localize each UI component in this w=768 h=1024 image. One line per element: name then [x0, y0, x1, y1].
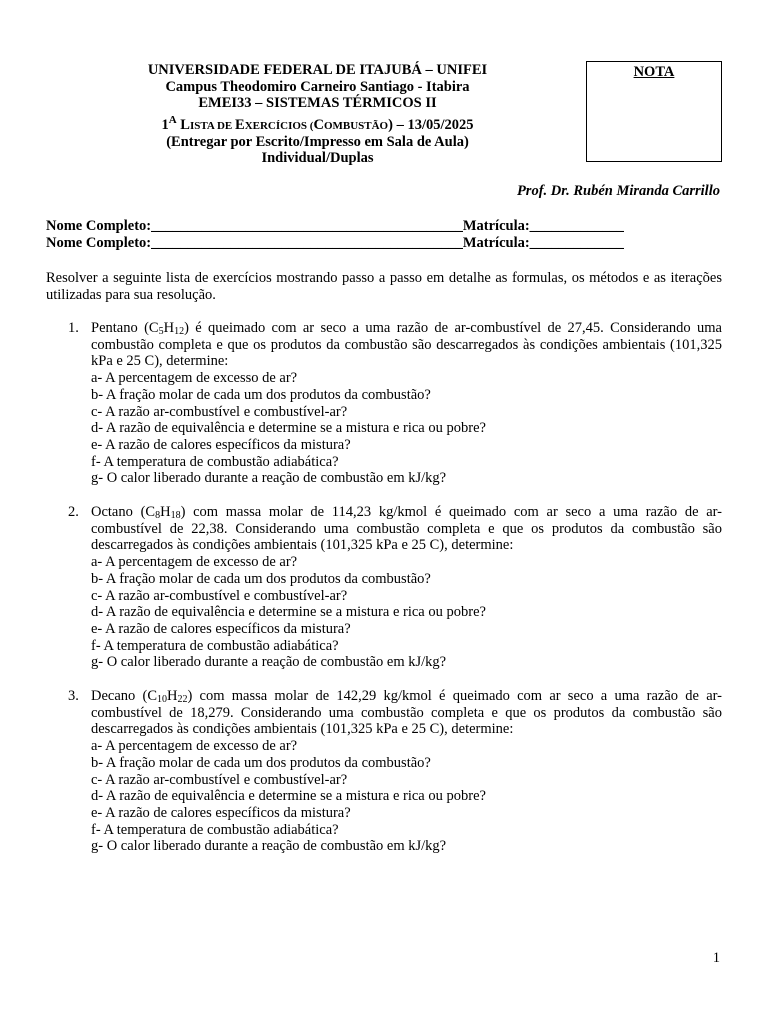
- exercise-number: 3.: [68, 688, 79, 705]
- professor-name: Prof. Dr. Rubén Miranda Carrillo: [516, 183, 720, 199]
- exercise-item: e- A razão de calores específicos da mistura?: [91, 620, 351, 637]
- work-mode: Individual/Duplas: [261, 150, 374, 167]
- exercise-item: e- A razão de calores específicos da mistura?: [91, 804, 351, 821]
- name-line-2: Nome Completo:___________________________________________Matrícula:_____________: [46, 234, 624, 251]
- exercise-item: f- A temperatura de combustão adiabática?: [91, 821, 339, 838]
- delivery-note: (Entregar por Escrito/Impresso em Sala de Aula): [166, 133, 469, 150]
- exercise-item: d- A razão de equivalência e determine se a mistura e rica ou pobre?: [91, 420, 486, 437]
- exercise-item: d- A razão de equivalência e determine se a mistura e rica ou pobre?: [91, 604, 486, 621]
- exercise-item: c- A razão ar-combustível e combustível-ar?: [91, 587, 348, 604]
- exercise-item: b- A fração molar de cada um dos produtos da combustão?: [91, 386, 431, 403]
- exercise-1: [46, 320, 722, 487]
- instructions: Resolver a seguinte lista de exercícios mostrando passo a passo em detalhe as formulas, os métodos e as iterações utilizadas para sua resolução.: [46, 270, 722, 303]
- exercise-list: [46, 320, 722, 872]
- exercise-number: 1.: [68, 320, 79, 336]
- exercise-item: b- A fração molar de cada um dos produtos da combustão?: [91, 570, 431, 587]
- campus-name: Campus Theodomiro Carneiro Santiago - Itabira: [165, 78, 470, 95]
- document-header: [110, 62, 525, 167]
- university-name: UNIVERSIDADE FEDERAL DE ITAJUBÁ – UNIFEI: [147, 62, 488, 78]
- grade-label: NOTA: [633, 64, 675, 80]
- exercise-item: f- A temperatura de combustão adiabática?: [91, 453, 339, 470]
- exercise-item: a- A percentagem de excesso de ar?: [91, 370, 298, 387]
- exercise-item: g- O calor liberado durante a reação de combustão em kJ/kg?: [91, 654, 447, 671]
- exercise-item: f- A temperatura de combustão adiabática?: [91, 637, 339, 654]
- exercise-statement: Octano $(C_8H_{18})$ com massa molar de 114,23 kg/kmol é queimado com ar seco a uma razão de ar-combustível de 22,38. Considerando uma combustão completa e que os produtos da combustão são descarregados às condições ambientais (101,325 kPa e 25 C), determine:: [91, 504, 723, 554]
- name-fields: [46, 218, 624, 251]
- grade-box: [586, 61, 722, 162]
- course-title: EMEI33 – SISTEMAS TÉRMICOS II: [198, 95, 437, 111]
- exercise-item: c- A razão ar-combustível e combustível-ar?: [91, 403, 348, 420]
- exercise-item: d- A razão de equivalência e determine se a mistura e rica ou pobre?: [91, 788, 486, 805]
- exercise-item: c- A razão ar-combustível e combustível-ar?: [91, 771, 348, 788]
- page-number: 1: [712, 950, 720, 966]
- exercise-3: [46, 688, 722, 855]
- exercise-item: a- A percentagem de excesso de ar?: [91, 738, 298, 755]
- exercise-item: a- A percentagem de excesso de ar?: [91, 554, 298, 571]
- name-line-1: Nome Completo:___________________________________________Matrícula:_____________: [46, 218, 624, 234]
- exercise-item: e- A razão de calores específicos da mistura?: [91, 436, 351, 453]
- exercise-2: [46, 504, 722, 671]
- exercise-item: b- A fração molar de cada um dos produtos da combustão?: [91, 754, 431, 771]
- exercise-item: g- O calor liberado durante a reação de combustão em kJ/kg?: [91, 838, 447, 855]
- list-title: $1^A$ LISTA DE EXERCÍCIOS (COMBUSTÃO) – 13/05/2025: [161, 113, 474, 133]
- exercise-statement: Decano $(C_{10}H_{22})$ com massa molar de 142,29 kg/kmol é queimado com ar seco a uma razão de ar-combustível de 18,279. Considerando uma combustão completa e que os produtos da combustão são descarregados às condições ambientais (101,325 kPa e 25 C), determine:: [91, 688, 722, 738]
- exercise-item: g- O calor liberado durante a reação de combustão em kJ/kg?: [91, 470, 447, 487]
- exercise-statement: Pentano $(C_5H_{12})$ é queimado com ar seco a uma razão de ar-combustível de 27,45. Considerando uma combustão completa e que os produtos da combustão são descarregados às condições ambientais (101,325 kPa e 25 C), determine:: [91, 320, 722, 370]
- exercise-number: 2.: [68, 504, 79, 521]
